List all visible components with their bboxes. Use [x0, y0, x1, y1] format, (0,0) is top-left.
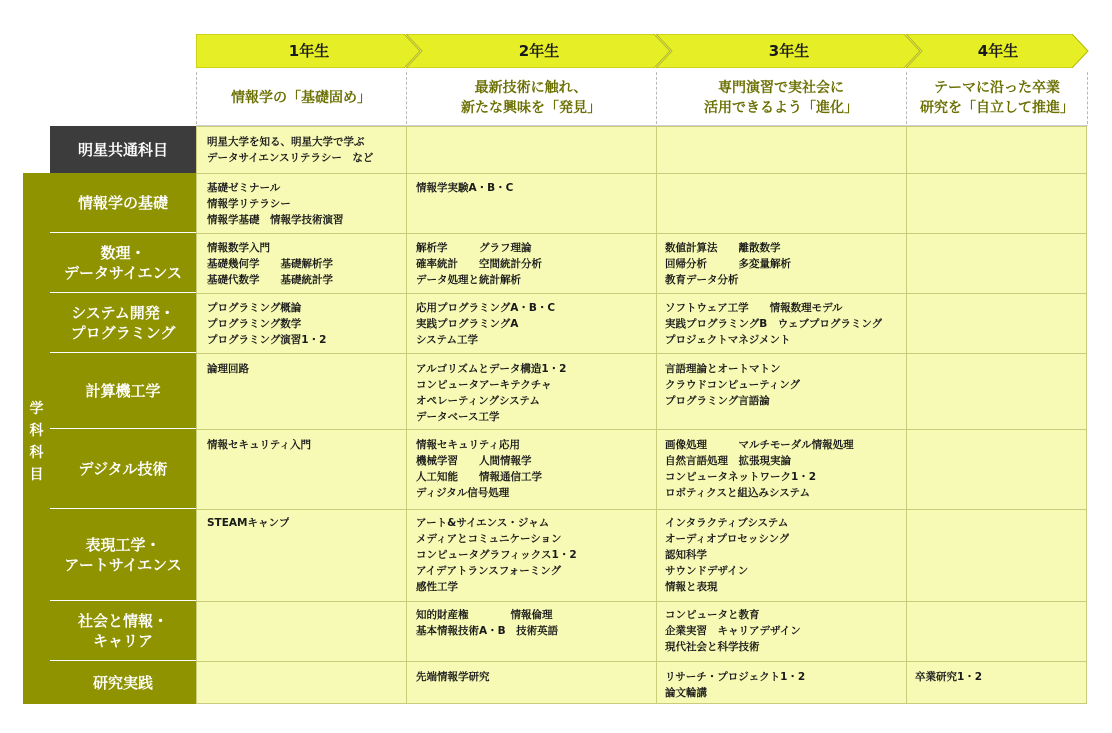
year-label: 4年生 — [977, 42, 1019, 60]
course-name: 情報学基礎 情報学技術演習 — [207, 214, 344, 226]
category-informatics-basics: 情報学の基礎 — [50, 173, 196, 233]
course-cell — [416, 361, 566, 425]
column-divider — [406, 126, 407, 704]
course-name: プログラミング言語論 — [665, 395, 770, 407]
theme-divider — [406, 72, 407, 124]
course-cell — [207, 180, 344, 228]
course-name: データサイエンスリテラシー など — [207, 152, 374, 164]
row-divider — [196, 173, 1087, 174]
course-name: 論文輪講 — [665, 687, 707, 699]
side-label-char: 科 — [29, 423, 44, 439]
course-cell — [416, 437, 542, 501]
course-name: プロジェクトマネジメント — [665, 334, 791, 346]
course-cell — [665, 240, 791, 288]
category-digital-technology: デジタル技術 — [50, 429, 196, 509]
course-name: 基礎ゼミナール — [207, 182, 281, 194]
course-name: 情報セキュリティ入門 — [207, 439, 311, 451]
year-theme-1: 情報学の「基礎固め」 — [231, 90, 371, 106]
course-name: 自然言語処理 拡張現実論 — [665, 455, 791, 467]
course-cell — [665, 300, 882, 348]
course-cell — [207, 437, 311, 453]
course-name: 情報数学入門 — [207, 242, 270, 254]
year-tab-3 — [656, 34, 922, 68]
course-name: 実践プログラミングA — [416, 318, 519, 330]
course-name: オペレーティングシステム — [416, 395, 540, 407]
course-name: 言語理論とオートマトン — [665, 363, 781, 375]
row-divider — [196, 429, 1087, 430]
category-computer-engineering: 計算機工学 — [50, 353, 196, 429]
course-name: アート&サイエンス・ジャム — [416, 517, 550, 529]
course-name: 卒業研究1・2 — [915, 671, 983, 683]
course-cell — [915, 669, 982, 685]
course-name: 画像処理 マルチモーダル情報処理 — [665, 439, 854, 451]
course-name: 情報セキュリティ応用 — [416, 439, 520, 451]
year-label: 3年生 — [768, 42, 810, 60]
course-name: オーディオプロセッシング — [665, 533, 790, 545]
course-cell — [665, 361, 800, 409]
course-name: インタラクティブシステム — [665, 517, 789, 529]
course-cell — [416, 180, 513, 196]
course-name: 情報学実験A・B・C — [416, 182, 514, 194]
year-label: 2年生 — [518, 42, 560, 60]
course-name: データベース工学 — [416, 411, 500, 423]
course-name: 解析学 グラフ理論 — [416, 242, 532, 254]
category-expression-art-science: 表現工学・ アートサイエンス — [50, 509, 196, 601]
course-name: プログラミング演習1・2 — [207, 334, 327, 346]
course-name: メディアとコミュニケーション — [416, 533, 562, 545]
theme-divider — [656, 72, 657, 124]
course-name: 先端情報学研究 — [416, 671, 490, 683]
theme-divider — [1087, 72, 1088, 124]
course-name: システム工学 — [416, 334, 478, 346]
course-name: 確率統計 空間統計分析 — [416, 258, 542, 270]
category-society-career: 社会と情報・ キャリア — [50, 601, 196, 661]
category-common: 明星共通科目 — [50, 126, 196, 173]
course-name: コンピュータグラフィックス1・2 — [416, 549, 577, 561]
year-label: 1年生 — [288, 42, 330, 60]
row-divider — [196, 509, 1087, 510]
category-math-data-science: 数理・ データサイエンス — [50, 233, 196, 293]
course-name: 明星大学を知る、明星大学で学ぶ — [207, 136, 365, 148]
course-cell — [416, 607, 558, 639]
column-divider — [906, 126, 907, 704]
course-name: 回帰分析 多変量解析 — [665, 258, 791, 270]
course-name: ディジタル信号処理 — [416, 487, 510, 499]
row-divider — [196, 233, 1087, 234]
year-theme-3: 専門演習で実社会に 活用できるよう「進化」 — [704, 80, 858, 116]
column-divider — [656, 126, 657, 704]
course-name: 現代社会と科学技術 — [665, 641, 760, 653]
course-name: 論理回路 — [207, 363, 249, 375]
course-name: コンピュータアーキテクチャ — [416, 379, 552, 391]
course-name: リサーチ・プロジェクト1・2 — [665, 671, 806, 683]
course-cell — [207, 515, 289, 531]
course-name: 数値計算法 離散数学 — [665, 242, 781, 254]
course-name: ソフトウェア工学 情報数理モデル — [665, 302, 843, 314]
course-cell — [416, 515, 577, 595]
course-name: 感性工学 — [416, 581, 458, 593]
course-cell — [416, 300, 555, 348]
year-tab-1 — [196, 34, 422, 68]
course-cell — [665, 515, 789, 595]
course-name: STEAMキャンプ — [207, 517, 290, 529]
course-cell — [207, 361, 249, 377]
course-cell — [207, 240, 333, 288]
course-name: アルゴリズムとデータ構造1・2 — [416, 363, 567, 375]
course-name: 情報学リテラシー — [207, 198, 291, 210]
row-divider — [196, 293, 1087, 294]
year-tab-4 — [906, 34, 1090, 68]
course-name: 機械学習 人間情報学 — [416, 455, 532, 467]
course-name: 情報と表現 — [665, 581, 718, 593]
course-name: 知的財産権 情報倫理 — [416, 609, 553, 621]
course-name: 人工知能 情報通信工学 — [416, 471, 542, 483]
category-system-programming: システム開発・ プログラミング — [50, 293, 196, 353]
course-cell — [207, 134, 373, 166]
course-cell — [665, 669, 805, 701]
course-name: アイデアトランスフォーミング — [416, 565, 562, 577]
course-name: サウンドデザイン — [665, 565, 749, 577]
course-name: 基礎代数学 基礎統計学 — [207, 274, 333, 286]
row-divider — [196, 661, 1087, 662]
course-name: 実践プログラミングB ウェブプログラミング — [665, 318, 883, 330]
side-label-char: 目 — [29, 467, 44, 483]
year-theme-4: テーマに沿った卒業 研究を「自立して推進」 — [920, 80, 1074, 116]
theme-divider — [196, 72, 197, 124]
theme-divider — [906, 72, 907, 124]
year-tab-2 — [406, 34, 672, 68]
category-research-practice: 研究実践 — [50, 661, 196, 704]
side-label-char: 学 — [29, 401, 44, 417]
course-name: 認知科学 — [665, 549, 707, 561]
course-cell — [416, 240, 542, 288]
side-label-char: 科 — [29, 445, 44, 461]
course-cell — [416, 669, 490, 685]
course-name: ロボティクスと組込みシステム — [665, 487, 811, 499]
course-name: データ処理と統計解析 — [416, 274, 521, 286]
course-name: クラウドコンピューティング — [665, 379, 801, 391]
course-name: 企業実習 キャリアデザイン — [665, 625, 801, 637]
course-name: コンピュータと教育 — [665, 609, 760, 621]
course-name: コンピュータネットワーク1・2 — [665, 471, 817, 483]
course-name: 基礎幾何学 基礎解析学 — [207, 258, 333, 270]
course-cell — [665, 437, 854, 501]
course-name: プログラミング数学 — [207, 318, 302, 330]
year-theme-2: 最新技術に触れ、 新たな興味を「発見」 — [461, 80, 601, 116]
course-cell — [207, 300, 326, 348]
course-name: 応用プログラミングA・B・C — [416, 302, 556, 314]
course-name: プログラミング概論 — [207, 302, 302, 314]
row-divider — [196, 353, 1087, 354]
course-name: 教育データ分析 — [665, 274, 739, 286]
course-cell — [665, 607, 801, 655]
row-divider — [196, 601, 1087, 602]
course-name: 基本情報技術A・B 技術英語 — [416, 625, 559, 637]
